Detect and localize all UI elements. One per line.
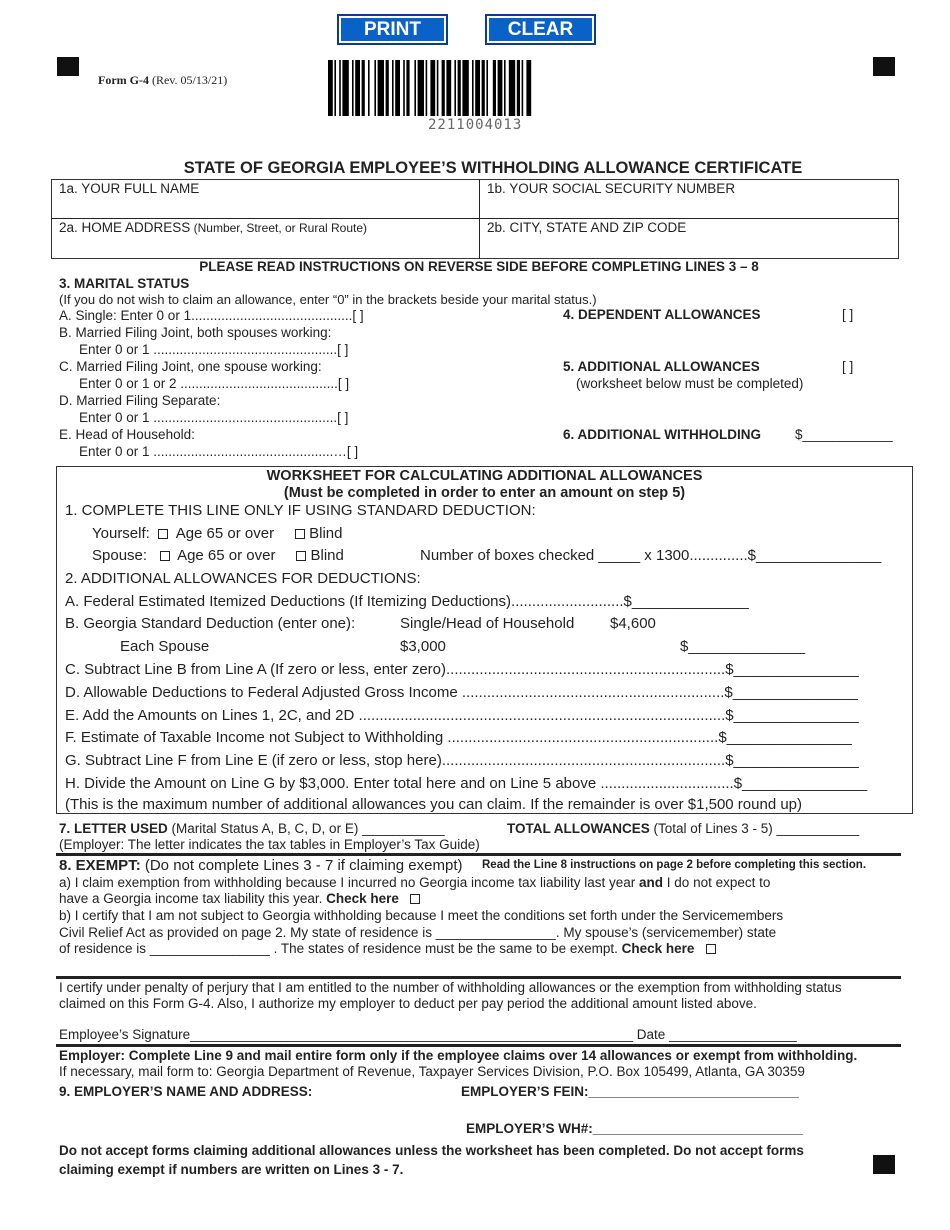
registration-mark — [57, 57, 79, 76]
yourself-label: Yourself: — [92, 525, 150, 542]
marital-status-heading: 3. MARITAL STATUS — [59, 276, 190, 291]
certify-line1: I certify under penalty of perjury that I am entitled to the number of withholding allowances or the exemption from withholding status — [59, 980, 842, 995]
barcode-bar — [392, 60, 394, 116]
barcode-bar — [395, 60, 400, 116]
marital-separate-label: D. Married Filing Separate: — [59, 393, 221, 408]
barcode-bar — [472, 60, 474, 116]
age65-label: Age 65 or over — [175, 525, 275, 542]
marital-status-note: (If you do not wish to claim an allowance, enter “0” in the brackets beside your marital status.) — [59, 292, 597, 307]
barcode-bar — [328, 60, 333, 116]
ws-line-2a[interactable]: A. Federal Estimated Itemized Deductions (If Itemizing Deductions)...........................$______________ — [65, 593, 749, 610]
blind-label: Blind — [310, 547, 344, 564]
barcode-bar — [482, 60, 485, 116]
employer-instructions: Employer: Complete Line 9 and mail entire form only if the employee claims over 14 allowances or exempt from withholding. — [59, 1048, 858, 1063]
barcode-bar — [362, 60, 365, 116]
ws-line-2f[interactable]: F. Estimate of Taxable Income not Subject to Withholding .................................................................$_______________ — [65, 729, 852, 746]
exempt-b-line2[interactable]: Civil Relief Act as provided on page 2. My state of residence is ________________. My spouse’s (servicemember) state — [59, 925, 777, 940]
age65-label: Age 65 or over — [177, 547, 276, 564]
exempt-b-checkbox[interactable] — [706, 944, 716, 954]
home-address-field[interactable] — [59, 220, 367, 235]
ws-note: (This is the maximum number of additional allowances you can claim. If the remainder is over $1,500 round up) — [65, 796, 803, 813]
barcode-bar — [368, 60, 370, 116]
barcode-bar — [386, 60, 389, 116]
total-allowances-text: (Total of Lines 3 - 5) ___________ — [649, 821, 860, 836]
registration-mark — [873, 1155, 895, 1174]
employer-fein-field[interactable]: EMPLOYER’S FEIN:____________________________ — [461, 1084, 799, 1099]
barcode-bar — [462, 60, 468, 116]
ws-line-2b: B. Georgia Standard Deduction (enter one): — [65, 615, 356, 632]
exempt-a-line2 — [59, 891, 420, 906]
instructions-header: PLEASE READ INSTRUCTIONS ON REVERSE SIDE BEFORE COMPLETING LINES 3 – 8 — [199, 259, 759, 274]
certify-line2: claimed on this Form G-4. Also, I authorize my employer to deduct per pay period the additional amount listed above. — [59, 996, 757, 1011]
marital-separate[interactable]: Enter 0 or 1 .................................................[ ] — [79, 410, 349, 425]
barcode-bar — [414, 60, 416, 116]
home-address-note: (Number, Street, or Rural Route) — [190, 221, 368, 235]
letter-used-text: (Marital Status A, B, C, D, or E) ___________ — [167, 821, 445, 836]
barcode-bar — [522, 60, 524, 116]
exempt-label: 8. EXEMPT: — [59, 857, 141, 874]
yourself-blind-checkbox[interactable] — [295, 529, 305, 539]
barcode-number: 2211004013 — [428, 117, 523, 133]
ws-line-1: 1. COMPLETE THIS LINE ONLY IF USING STANDARD DEDUCTION: — [65, 502, 536, 519]
barcode-bar — [352, 60, 354, 116]
barcode-bar — [430, 60, 435, 116]
barcode-bar — [374, 60, 376, 116]
marital-head-label: E. Head of Household: — [59, 427, 195, 442]
form-id — [98, 73, 227, 88]
barcode-bar — [486, 60, 488, 116]
ws-line-2e[interactable]: E. Add the Amounts on Lines 1, 2C, and 2D ........................................................................................$_______________ — [65, 707, 859, 724]
marital-head[interactable]: Enter 0 or 1 ................................................…[ ] — [79, 444, 359, 459]
barcode-bar — [526, 60, 531, 116]
barcode-bar — [498, 60, 503, 116]
total-allowances-field[interactable] — [507, 821, 859, 836]
barcode-bar — [378, 60, 384, 116]
section-divider — [56, 853, 901, 856]
additional-withholding-field[interactable]: $____________ — [795, 427, 893, 442]
yourself-age65-checkbox[interactable] — [158, 529, 168, 539]
barcode-bar — [406, 60, 409, 116]
ws-line-2c[interactable]: C. Subtract Line B from Line A (If zero or less, enter zero)...................................................................$_______________ — [65, 661, 859, 678]
marital-joint-one-label: C. Married Filing Joint, one spouse working: — [59, 359, 322, 374]
ws-line-2g[interactable]: G. Subtract Line F from Line E (if zero or less, stop here)....................................................................$_______________ — [65, 752, 859, 769]
ws-line-2: 2. ADDITIONAL ALLOWANCES FOR DEDUCTIONS: — [65, 570, 421, 587]
spouse-label: Spouse: — [92, 547, 148, 564]
footer-line2: claiming exempt if numbers are written on Lines 3 - 7. — [59, 1162, 404, 1177]
single-hoh-amount: $4,600 — [610, 615, 656, 632]
check-here-label: Check here — [621, 941, 695, 956]
worksheet-title: WORKSHEET FOR CALCULATING ADDITIONAL ALLOWANCES — [266, 468, 703, 484]
section-divider — [56, 1044, 901, 1047]
boxes-checked-field[interactable]: Number of boxes checked _____ x 1300..............$_______________ — [420, 547, 882, 564]
barcode-bar — [334, 60, 336, 116]
city-state-zip-field[interactable]: 2b. CITY, STATE AND ZIP CODE — [487, 220, 687, 235]
ws-yourself-row — [92, 525, 342, 542]
spouse-age65-checkbox[interactable] — [160, 551, 170, 561]
exempt-a-text-end: I do not expect to — [663, 875, 771, 890]
marital-joint-both[interactable]: Enter 0 or 1 .................................................[ ] — [79, 342, 349, 357]
barcode-bar — [509, 60, 515, 116]
home-address-label: 2a. HOME ADDRESS — [59, 220, 191, 235]
additional-allowances-field[interactable]: [ ] — [842, 359, 854, 374]
letter-used-field[interactable] — [59, 821, 445, 836]
barcode-bar — [403, 60, 405, 116]
barcode-bar — [437, 60, 439, 116]
ssn-field[interactable]: 1b. YOUR SOCIAL SECURITY NUMBER — [487, 181, 736, 196]
check-here-label: Check here — [326, 891, 399, 906]
barcode-bar — [517, 60, 520, 116]
ws-line-2b-field[interactable]: $______________ — [680, 638, 806, 655]
exempt-b-line3 — [59, 941, 716, 956]
ws-spouse-row — [92, 547, 344, 564]
divider — [51, 218, 899, 219]
barcode-bar — [342, 60, 348, 116]
marital-joint-both-label: B. Married Filing Joint, both spouses working: — [59, 325, 332, 340]
additional-withholding-label: 6. ADDITIONAL WITHHOLDING — [563, 427, 761, 442]
each-spouse-amount: $3,000 — [400, 638, 446, 655]
barcode-bar — [442, 60, 445, 116]
barcode-bar — [458, 60, 461, 116]
additional-allowances-note: (worksheet below must be completed) — [576, 376, 804, 391]
single-hoh-label: Single/Head of Household — [400, 615, 575, 632]
spouse-blind-checkbox[interactable] — [296, 551, 306, 561]
barcode-bar — [475, 60, 480, 116]
exempt-heading — [59, 857, 463, 874]
barcode-bar — [339, 60, 341, 116]
barcode — [328, 60, 638, 116]
letter-used-label: 7. LETTER USED — [59, 821, 168, 836]
form-name: Form G-4 — [98, 73, 149, 87]
worksheet-subtitle: (Must be completed in order to enter an amount on step 5) — [283, 485, 686, 501]
barcode-bar — [355, 60, 360, 116]
registration-mark — [873, 57, 895, 76]
barcode-bar — [446, 60, 451, 116]
barcode-bar — [493, 60, 496, 116]
page-title: STATE OF GEORGIA EMPLOYEE’S WITHHOLDING ALLOWANCE CERTIFICATE — [183, 159, 803, 177]
exempt-b-text3[interactable]: of residence is ________________ . The states of residence must be the same to be exempt. — [59, 941, 622, 956]
signature-line[interactable]: Employee’s Signature___________________________________________________________ Date _________________ — [59, 1027, 797, 1042]
dependent-allowances-label: 4. DEPENDENT ALLOWANCES — [563, 307, 761, 322]
clear-button[interactable]: CLEAR — [485, 14, 596, 45]
print-button[interactable]: PRINT — [337, 14, 448, 45]
full-name-field[interactable]: 1a. YOUR FULL NAME — [59, 181, 200, 196]
employer-wh-field[interactable]: EMPLOYER’S WH#:____________________________ — [466, 1121, 803, 1136]
ws-line-2h[interactable]: H. Divide the Amount on Line G by $3,000. Enter total here and on Line 5 above ................................$_______________ — [65, 775, 868, 792]
mail-instructions: If necessary, mail form to: Georgia Department of Revenue, Taxpayer Services Division, P.O. Box 105499, Atlanta, GA 30359 — [59, 1064, 805, 1079]
section-divider — [56, 976, 901, 979]
employer-name-address-label[interactable]: 9. EMPLOYER’S NAME AND ADDRESS: — [59, 1084, 313, 1099]
blind-label: Blind — [309, 525, 343, 542]
each-spouse-label: Each Spouse — [120, 638, 210, 655]
barcode-bar — [426, 60, 428, 116]
exempt-a-text: a) I claim exemption from withholding because I incurred no Georgia income tax liability last year — [59, 875, 640, 890]
employer-note: (Employer: The letter indicates the tax tables in Employer’s Tax Guide) — [59, 837, 480, 852]
barcode-bar — [454, 60, 456, 116]
exempt-side-note: Read the Line 8 instructions on page 2 before completing this section. — [482, 859, 867, 871]
ws-line-2d[interactable]: D. Allowable Deductions to Federal Adjusted Gross Income ...............................................................$_______________ — [65, 684, 858, 701]
exempt-a-text2: have a Georgia income tax liability this year. — [59, 891, 327, 906]
dependent-allowances-field[interactable]: [ ] — [842, 307, 854, 322]
additional-allowances-label: 5. ADDITIONAL ALLOWANCES — [563, 359, 760, 374]
form-revision: (Rev. 05/13/21) — [148, 73, 228, 87]
divider — [479, 179, 480, 259]
barcode-bar — [504, 60, 506, 116]
total-allowances-label: TOTAL ALLOWANCES — [507, 821, 650, 836]
footer-line1: Do not accept forms claiming additional allowances unless the worksheet has been completed. Do not accept forms — [59, 1143, 804, 1158]
marital-single[interactable]: A. Single: Enter 0 or 1...........................................[ ] — [59, 308, 364, 323]
exempt-a-and: and — [639, 875, 664, 890]
marital-joint-one[interactable]: Enter 0 or 1 or 2 ..........................................[ ] — [79, 376, 350, 391]
exempt-a-line1 — [59, 875, 770, 890]
exempt-a-checkbox[interactable] — [410, 894, 420, 904]
exempt-text: (Do not complete Lines 3 - 7 if claiming exempt) — [140, 857, 463, 874]
barcode-bar — [418, 60, 424, 116]
exempt-b-line1: b) I certify that I am not subject to Georgia withholding because I meet the conditions set forth under the Servicemembers — [59, 908, 784, 923]
